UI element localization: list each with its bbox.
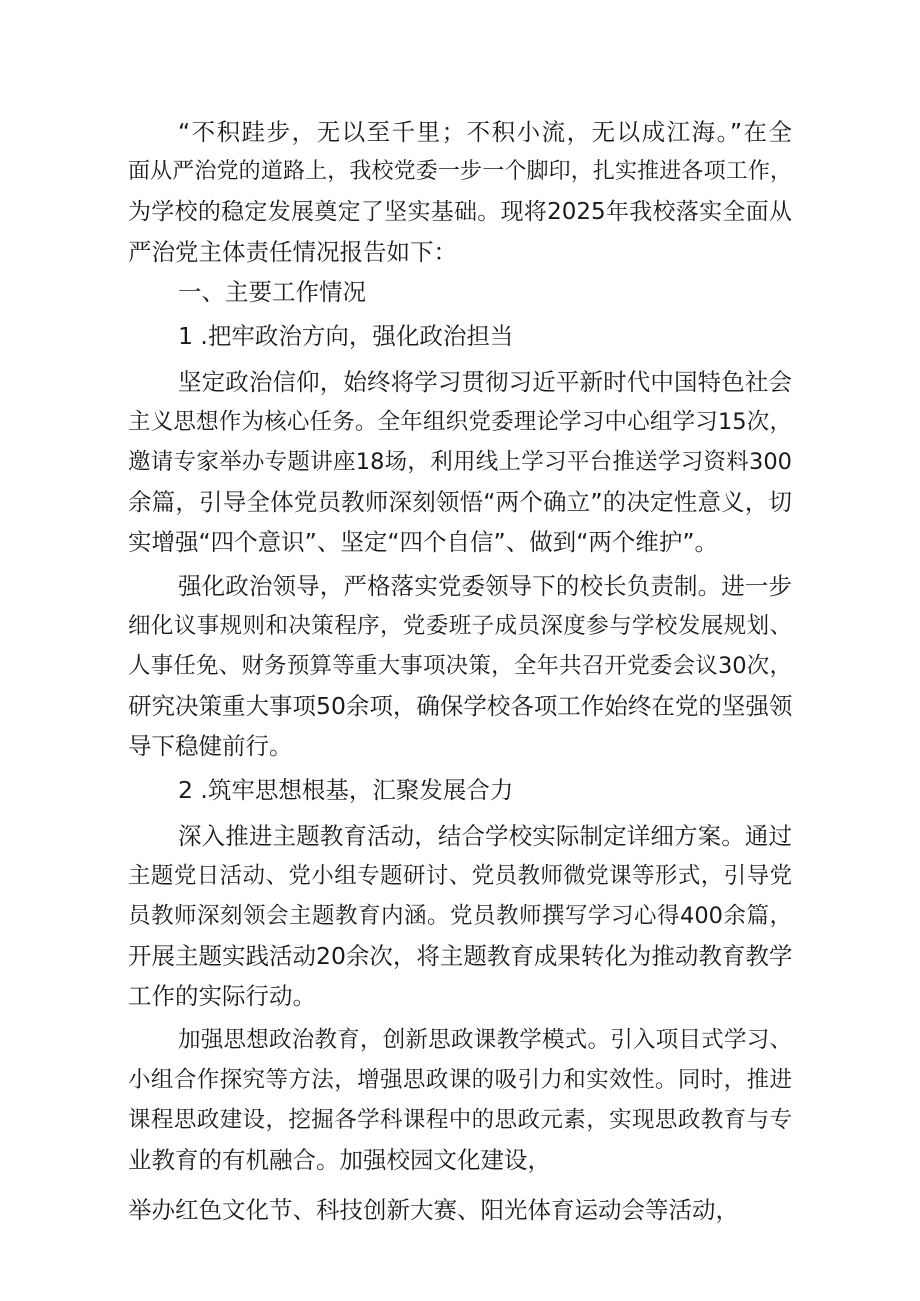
subsection-heading-1: 1 .把牢政治方向，强化政治担当: [178, 322, 514, 350]
theme-education-line-2: 主题党日活动、党小组专题研讨、党员教师微党课等形式，引导党: [128, 863, 792, 889]
intro-line-4: 严治党主体责任情况报告如下：: [128, 238, 457, 266]
ideological-education-line-1: 加强思想政治教育，创新思政课教学模式。引入项目式学习、: [178, 1027, 792, 1053]
political-belief-line-4: 余篇，引导全体党员教师深刻领悟“两个确立”的决定性意义，切: [128, 488, 792, 516]
political-belief-line-5: 实增强“四个意识”、坚定“四个自信”、做到“两个维护”。: [128, 528, 719, 556]
subsection-heading-2: 2 .筑牢思想根基，汇聚发展合力: [178, 776, 514, 804]
political-belief-line-2: 主义思想作为核心任务。全年组织党委理论学习中心组学习15次，: [128, 409, 792, 435]
political-leadership-line-2: 细化议事规则和决策程序，党委班子成员深度参与学校发展规划、: [128, 613, 792, 639]
political-leadership-line-1: 强化政治领导，严格落实党委领导下的校长负责制。进一步: [178, 572, 792, 600]
intro-line-1: “不积跬步，无以至千里；不积小流，无以成江海。”在全: [178, 118, 792, 146]
theme-education-line-4: 开展主题实践活动20余次，将主题教育成果转化为推动教育教学: [128, 942, 792, 970]
political-belief-line-1: 坚定政治信仰，始终将学习贯彻习近平新时代中国特色社会: [178, 368, 792, 396]
culture-line-1: 举办红色文化节、科技创新大赛、阳光体育运动会等活动，: [128, 1196, 739, 1224]
political-leadership-line-4: 研究决策重大事项50余项，确保学校各项工作始终在党的坚强领: [128, 692, 792, 720]
political-leadership-line-5: 导下稳健前行。: [128, 732, 293, 760]
ideological-education-line-3: 课程思政建设，挖掘各学科课程中的思政元素，实现思政教育与专: [128, 1107, 792, 1133]
intro-line-3: 为学校的稳定发展奠定了坚实基础。现将2025年我校落实全面从: [128, 199, 792, 225]
ideological-education-line-2: 小组合作探究等方法，增强思政课的吸引力和实效性。同时，推进: [128, 1067, 792, 1093]
theme-education-line-1: 深入推进主题教育活动，结合学校实际制定详细方案。通过: [178, 822, 792, 850]
ideological-education-line-4: 业教育的有机融合。加强校园文化建设，: [128, 1146, 551, 1174]
political-leadership-line-3: 人事任免、财务预算等重大事项决策，全年共召开党委会议30次，: [128, 653, 792, 679]
political-belief-line-3: 邀请专家举办专题讲座18场，利用线上学习平台推送学习资料300: [128, 449, 792, 475]
section-heading-main-work: 一、主要工作情况: [178, 278, 366, 306]
theme-education-line-3: 员教师深刻领会主题教育内涵。党员教师撰写学习心得400余篇，: [128, 903, 792, 929]
theme-education-line-5: 工作的实际行动。: [128, 982, 316, 1010]
intro-line-2: 面从严治党的道路上，我校党委一步一个脚印，扎实推进各项工作，: [128, 159, 792, 184]
